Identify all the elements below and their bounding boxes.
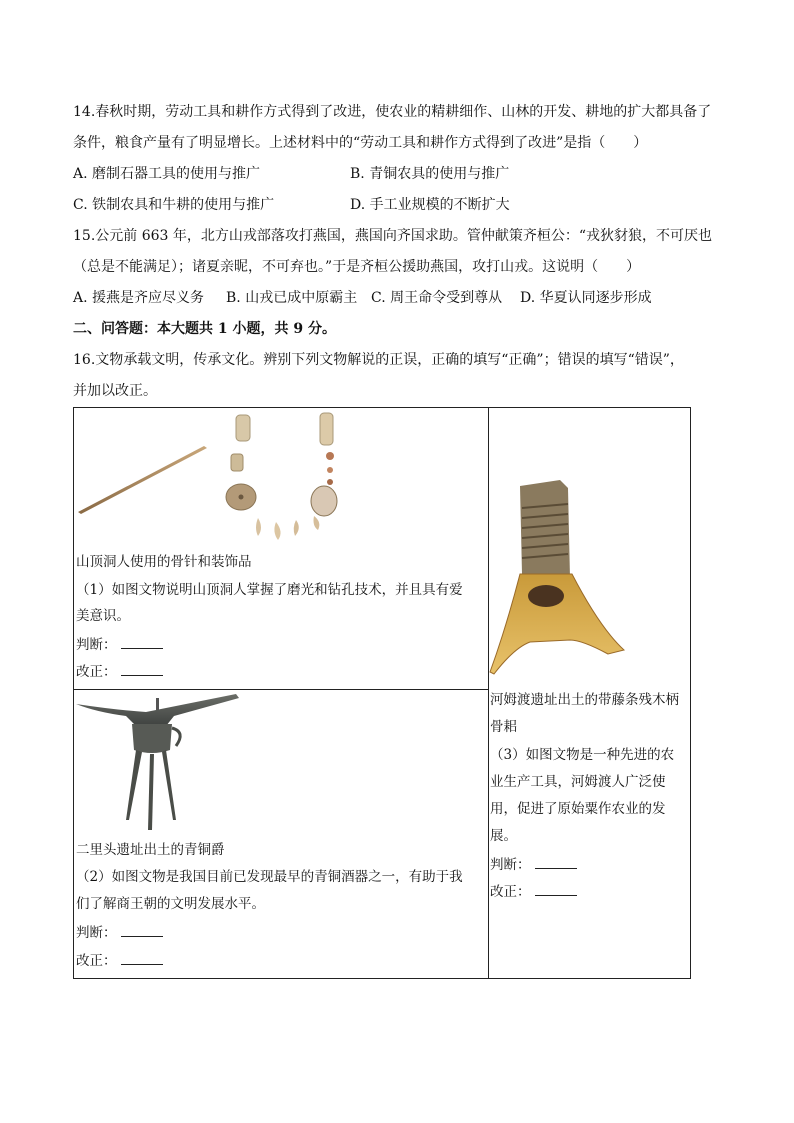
table-divider-horizontal (73, 689, 489, 690)
q14-stem-line1: 14.春秋时期，劳动工具和耕作方式得到了改进，使农业的精耕细作、山林的开发、耕地的扩大都具备了 (73, 104, 712, 120)
cell2-judge-blank[interactable] (121, 922, 163, 937)
cell3-correct-label: 改正： (490, 884, 531, 900)
cell3-judge-blank[interactable] (535, 854, 577, 869)
cell2-correct-blank[interactable] (121, 950, 163, 965)
q14-option-d: D. 手工业规模的不断扩大 (350, 197, 510, 213)
cell3-correct-blank[interactable] (535, 881, 577, 896)
cell3-correct-row (490, 881, 577, 902)
cell3-text-line2: 业生产工具，河姆渡人广泛使 (490, 774, 666, 790)
cell1-judge-label: 判断： (76, 637, 117, 653)
bone-si-image (490, 478, 630, 678)
cell3-text-line4: 展。 (490, 828, 517, 844)
q15-option-d: D. 华夏认同逐步形成 (520, 290, 652, 306)
cell2-text-line2: 们了解商王朝的文明发展水平。 (76, 896, 265, 912)
cell3-caption-line1: 河姆渡遗址出土的带藤条残木柄 (490, 692, 679, 708)
table-divider-vertical (488, 407, 489, 979)
bronze-jue-image (76, 692, 246, 832)
cell1-judge-blank[interactable] (121, 634, 163, 649)
q16-stem-line2: 并加以改正。 (73, 383, 157, 399)
cell2-correct-row (76, 950, 163, 971)
q15-stem-line1: 15.公元前 663 年，北方山戎部落攻打燕国，燕国向齐国求助。管仲献策齐桓公：“戎狄豺狼，不可厌也 (73, 228, 713, 244)
cell2-judge-row (76, 922, 163, 943)
cell3-text-line3: 用，促进了原始粟作农业的发 (490, 801, 666, 817)
cell2-caption: 二里头遗址出土的青铜爵 (76, 842, 225, 858)
q14-option-a: A. 磨制石器工具的使用与推广 (73, 166, 261, 182)
q16-stem-line1: 16.文物承载文明，传承文化。辨别下列文物解说的正误，正确的填写“正确”；错误的填写“错误”， (73, 352, 684, 368)
cell3-judge-row (490, 854, 577, 875)
cell2-text-line1: （2）如图文物是我国目前已发现最早的青铜酒器之一，有助于我 (76, 869, 463, 885)
q14-option-b: B. 青铜农具的使用与推广 (350, 166, 510, 182)
cell2-judge-label: 判断： (76, 925, 117, 941)
q14-option-c: C. 铁制农具和牛耕的使用与推广 (73, 197, 275, 213)
cell3-caption-line2: 骨耜 (490, 719, 517, 735)
cell3-judge-label: 判断： (490, 857, 531, 873)
cell1-text-line1: （1）如图文物说明山顶洞人掌握了磨光和钻孔技术，并且具有爱 (76, 582, 463, 598)
cell1-caption: 山顶洞人使用的骨针和装饰品 (76, 554, 252, 570)
q15-option-b: B. 山戎已成中原霸主 (226, 290, 358, 306)
cell1-judge-row (76, 634, 163, 655)
q15-stem-line2: （总是不能满足）；诸夏亲昵，不可弃也。”于是齐桓公援助燕国，攻打山戎。这说明（ ） (73, 259, 641, 275)
cell3-text-line1: （3）如图文物是一种先进的农 (490, 747, 675, 763)
cell1-correct-row (76, 661, 163, 682)
cell2-correct-label: 改正： (76, 953, 117, 969)
q14-stem-line2: 条件，粮食产量有了明显增长。上述材料中的“劳动工具和耕作方式得到了改进”是指（ ） (73, 135, 648, 151)
cell1-correct-blank[interactable] (121, 661, 163, 676)
bone-needle-ornaments-image (76, 410, 406, 545)
cell1-correct-label: 改正： (76, 664, 117, 680)
section-title: 二、问答题：本大题共 1 小题，共 9 分。 (73, 321, 336, 337)
q15-option-a: A. 援燕是齐应尽义务 (73, 290, 205, 306)
cell1-text-line2: 美意识。 (76, 608, 130, 624)
q15-option-c: C. 周王命令受到尊从 (371, 290, 503, 306)
